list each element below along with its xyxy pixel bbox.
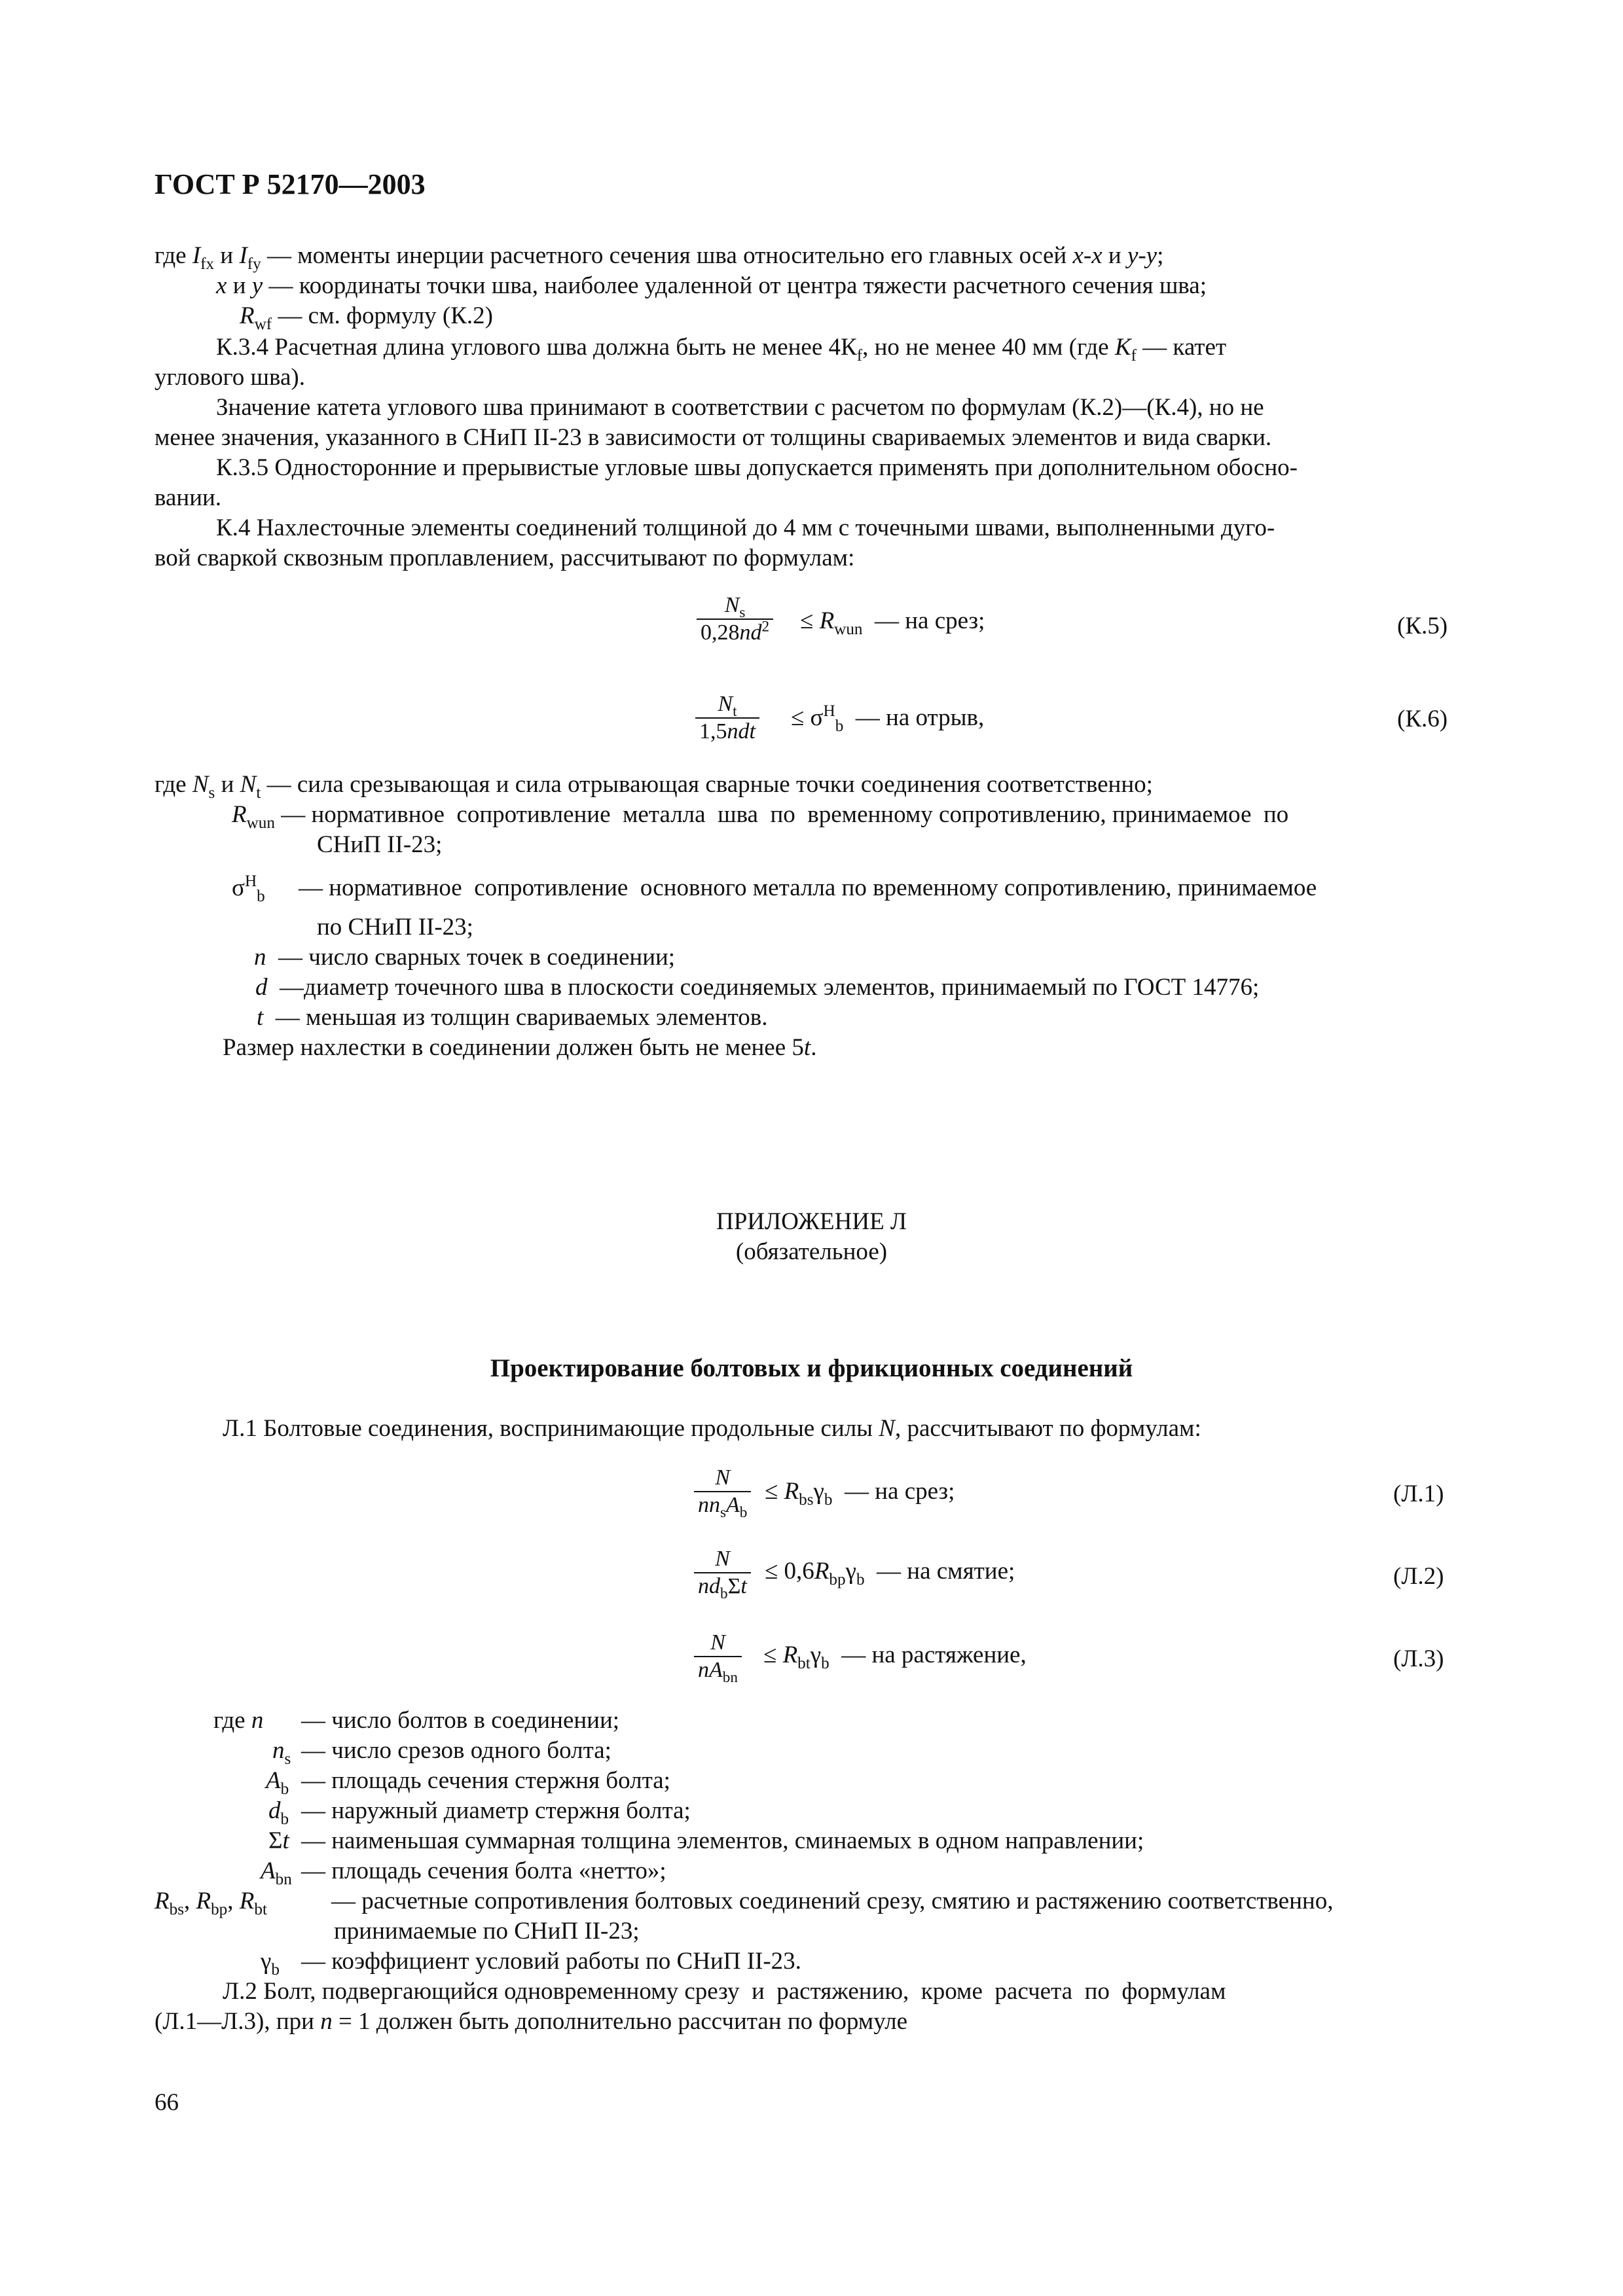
definition-line: где $I_{fx}$ и $I_{fy}$ — моменты инерции расчетного сечения шва относительно его главных осей x-x и y-y; bbox=[155, 242, 1164, 273]
formula-numerator: N bbox=[694, 1465, 751, 1492]
formula-label: (Л.3) bbox=[1393, 1645, 1444, 1672]
paragraph-line: менее значения, указанного в СНиП II-23 в зависимости от толщины свариваемых элементов и вида сварки. bbox=[155, 424, 1272, 451]
paragraph-line: Л.1 Болтовые соединения, воспринимающие продольные силы N, рассчитывают по формулам: bbox=[223, 1415, 1201, 1442]
definition-line: — коэффициент условий работы по СНиП II-23. bbox=[301, 1948, 801, 1975]
section-title: Проектирование болтовых и фрикционных соединений bbox=[490, 1354, 1133, 1382]
formula-fraction bbox=[694, 1546, 751, 1603]
definition-line: — наружный диаметр стержня болта; bbox=[301, 1797, 691, 1824]
definition-line: — площадь сечения болта «нетто»; bbox=[301, 1857, 666, 1884]
definition-symbol: $n_s$ bbox=[272, 1737, 291, 1768]
definition-symbol: $R_{bs}$, $R_{bp}$, $R_{bt}$ bbox=[155, 1888, 267, 1918]
paragraph-line: Размер нахлестки в соединении должен быть не менее 5t. bbox=[223, 1034, 817, 1061]
paragraph-line: К.3.4 Расчетная длина углового шва должна быть не менее $4К_f$, но не менее 40 мм (где $K_f$ — катет bbox=[216, 334, 1227, 365]
definition-line: — нормативное сопротивление основного металла по временному сопротивлению, принимаемое bbox=[299, 874, 1317, 901]
definition-symbol: $\sigma^H_b$ bbox=[232, 872, 265, 905]
formula-numerator: N bbox=[694, 1630, 742, 1657]
definition-line: t — меньшая из толщин свариваемых элементов. bbox=[257, 1004, 768, 1031]
paragraph-line: Значение катета углового шва принимают в соответствии с расчетом по формулам (К.2)—(К.4), но не bbox=[216, 394, 1264, 421]
paragraph-line: К.4 Нахлесточные элементы соединений толщиной до 4 мм с точечными швами, выполненными дуго- bbox=[216, 514, 1275, 541]
appendix-subtitle: (обязательное) bbox=[735, 1238, 888, 1265]
paragraph-line: Л.2 Болт, подвергающийся одновременному срезу и растяжению, кроме расчета по формулам bbox=[223, 1978, 1226, 2005]
definition-symbol: $A_{bn}$ bbox=[261, 1857, 292, 1888]
definition-line: по СНиП II-23; bbox=[317, 914, 473, 941]
definition-line: принимаемые по СНиП II-23; bbox=[334, 1918, 640, 1945]
paragraph-line: вой сваркой сквозным проплавлением, рассчитывают по формулам: bbox=[155, 545, 855, 571]
formula-rhs: ≤ $0,6R_{bp}\gamma_b$ — на смятие; bbox=[765, 1558, 1015, 1588]
paragraph-line: (Л.1—Л.3), при n = 1 должен быть дополнительно рассчитан по формуле bbox=[155, 2008, 907, 2035]
definition-line: d —диаметр точечного шва в плоскости соединяемых элементов, принимаемый по ГОСТ 14776; bbox=[255, 974, 1260, 1001]
definition-line: — наименьшая суммарная толщина элементов, сминаемых в одном направлении; bbox=[301, 1827, 1144, 1854]
definition-symbol: $\gamma_b$ bbox=[261, 1948, 280, 1979]
formula-fraction bbox=[695, 691, 759, 745]
formula-rhs: ≤ $R_{bt}\gamma_b$ — на растяжение, bbox=[763, 1641, 1027, 1672]
formula-label: (К.5) bbox=[1397, 613, 1448, 639]
paragraph-line: углового шва). bbox=[155, 364, 305, 391]
definition-line: $R_{wf}$ — см. формулу (К.2) bbox=[240, 302, 493, 333]
formula-numerator: N bbox=[694, 1546, 751, 1573]
formula-rhs: ≤ $\sigma^H_b$ — на отрыв, bbox=[791, 702, 985, 735]
formula-denominator: $nA_{bn}$ bbox=[698, 1658, 738, 1687]
definition-line: СНиП II-23; bbox=[317, 831, 443, 858]
definition-symbol: Σt bbox=[268, 1827, 289, 1854]
paragraph-line: вании. bbox=[155, 484, 222, 511]
formula-rhs: ≤ $R_{bs}\gamma_b$ — на срез; bbox=[765, 1478, 955, 1509]
formula-denominator: $nn_sA_b$ bbox=[698, 1493, 748, 1522]
definition-line: n — число сварных точек в соединении; bbox=[254, 944, 676, 971]
formula-numerator: $N_s$ bbox=[697, 592, 773, 620]
formula-fraction bbox=[694, 1630, 742, 1687]
appendix-title: ПРИЛОЖЕНИЕ Л bbox=[716, 1208, 907, 1235]
formula-denominator: $0,28nd^2$ bbox=[701, 618, 770, 645]
formula-label: (Л.2) bbox=[1393, 1563, 1444, 1590]
definition-symbol: где n bbox=[213, 1707, 264, 1734]
formula-numerator: $N_t$ bbox=[695, 691, 759, 719]
definition-line: — расчетные сопротивления болтовых соединений срезу, смятию и растяжению соответственно, bbox=[331, 1888, 1334, 1914]
formula-denominator: $nd_b\Sigma t$ bbox=[698, 1574, 747, 1603]
formula-label: (Л.1) bbox=[1393, 1480, 1444, 1507]
formula-fraction bbox=[694, 1465, 751, 1522]
definition-symbol: $A_b$ bbox=[266, 1767, 289, 1798]
definition-line: — площадь сечения стержня болта; bbox=[301, 1767, 670, 1794]
definition-line: x и y — координаты точки шва, наиболее удаленной от центра тяжести расчетного сечения шва; bbox=[216, 272, 1207, 299]
formula-label: (К.6) bbox=[1397, 706, 1448, 732]
page-number: 66 bbox=[155, 2089, 179, 2116]
formula-fraction bbox=[697, 592, 773, 646]
definition-line: где $N_s$ и $N_t$ — сила срезывающая и сила отрывающая сварные точки соединения соответственно; bbox=[155, 771, 1153, 802]
paragraph-line: К.3.5 Односторонние и прерывистые угловые швы допускается применять при дополнительном обосно- bbox=[216, 454, 1298, 481]
definition-symbol: $d_b$ bbox=[268, 1797, 289, 1828]
definition-line: $R_{wun}$ — нормативное сопротивление металла шва по временному сопротивлению, принимаемое по bbox=[232, 801, 1289, 832]
formula-rhs: ≤ $R_{wun}$ — на срез; bbox=[800, 607, 985, 638]
definition-line: — число болтов в соединении; bbox=[301, 1707, 620, 1734]
definition-line: — число срезов одного болта; bbox=[301, 1737, 611, 1764]
document-header: ГОСТ Р 52170—2003 bbox=[155, 168, 426, 200]
formula-denominator: 1,5ndt bbox=[699, 719, 756, 744]
